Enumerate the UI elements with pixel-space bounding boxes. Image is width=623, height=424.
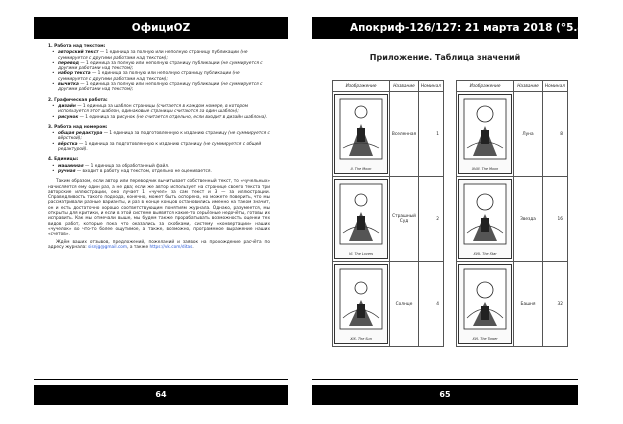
tarot-illustration	[339, 268, 383, 330]
list-item	[48, 82, 270, 93]
item-term: ручная	[58, 168, 76, 174]
section	[48, 125, 270, 152]
tarot-card	[334, 264, 388, 344]
card-caption: II. The Moon	[350, 167, 372, 171]
tarot-card	[458, 94, 512, 174]
table-row	[457, 92, 568, 177]
cell-image	[333, 92, 390, 177]
item-text: — 1 единица за полную или неполную страницу публикации	[79, 60, 221, 66]
list-item	[48, 71, 270, 82]
tarot-card	[334, 179, 388, 259]
cell-name: Солнце	[390, 262, 419, 347]
values-table-left	[332, 80, 444, 347]
item-term: авторский текст	[58, 50, 99, 56]
item-text: — 1 единица за полную или неполную страницу публикации	[98, 50, 241, 56]
list-item	[48, 131, 270, 142]
col-header-image: Изображение	[457, 81, 514, 92]
item-term: вёрстка	[58, 141, 78, 147]
col-header-value: Номинал	[542, 81, 567, 92]
explanation-paragraph: Таким образом, если автор или переводчик вычитывает собственный текст, то «чучельных» начисляется ему один раз, а не два; если же автор использует на странице своего текста три авторские иллюстрации, оно лучает 1 «чучел» за сам текст и 3 — за иллюстрации. Справедливость такого подхода, конечно, может быть оспорена, но можете поверить, что мы рассматривали разные варианты, и раз в конце концов остановились именно на таком значит, он и есть достаточно хорошо соответствующим понятиям журнала. Однако, разумеется, мы открыты для критики, и если в этой системе выявятся какие-то серьёзные недочёты, готовы их исправить. Как мы отмечали выше, мы будем также прорабатывать возможность оценки тех видов работ, которые пока что оказались за скобками, систему «конвертации» наших «чучелок» во что-то более ощутимое, а также, возможно, программное выражение наших «счетов».	[48, 179, 270, 238]
cell-image	[457, 177, 514, 262]
cell-image	[333, 262, 390, 347]
item-note: (не суммируется с вёрсткой);	[58, 131, 270, 142]
item-text: — 1 единица за обработанный файл.	[83, 163, 170, 169]
cell-value: 1	[418, 92, 443, 177]
list-item	[48, 169, 270, 174]
item-text: — 1 единица за полную или неполную страницу публикации	[90, 71, 233, 77]
cell-name: Звезда	[514, 177, 543, 262]
tarot-illustration	[463, 98, 507, 160]
item-text: — входит в работу над текстом, отдельно не оценивается.	[75, 168, 212, 174]
item-text: — 1 единица за подготовленную к изданию страницу	[102, 131, 229, 137]
list-item	[48, 142, 270, 153]
item-note: (не суммируется с другими работами над текстом);	[58, 50, 248, 61]
item-note: (считается в каждом номере, в котором используется этот шаблон, одинаковые страницы считаются за один шаблон);	[58, 103, 248, 115]
table-row	[333, 262, 444, 347]
page-number-left: 64	[34, 385, 288, 405]
left-page-header: ОфициOZ	[34, 17, 288, 39]
item-text: — 1 единица за полную или неполную страницу публикации	[78, 82, 221, 88]
cell-name: Луна	[514, 92, 543, 177]
section	[48, 44, 270, 93]
cell-value: 4	[418, 262, 443, 347]
appendix-title: Приложение. Таблица значений	[369, 53, 521, 62]
left-footer-rule	[34, 379, 288, 380]
tarot-card	[334, 94, 388, 174]
tarot-card	[458, 179, 512, 259]
item-term: машинная	[58, 163, 84, 169]
email-link[interactable]: sisnjg@gmail.com	[88, 244, 128, 250]
section	[48, 157, 270, 174]
cell-image	[457, 92, 514, 177]
cell-value: 8	[542, 92, 567, 177]
item-note: (не суммируется с другими работами над текстом);	[58, 60, 263, 72]
left-page-body	[48, 44, 270, 250]
cell-value: 32	[542, 262, 567, 347]
section-title: 2. Графическая работа:	[48, 97, 108, 103]
cell-name: Башня	[514, 262, 543, 347]
section-title: 4. Единицы:	[48, 157, 79, 163]
tarot-illustration	[463, 183, 507, 245]
item-term: общая редактура	[58, 131, 103, 137]
tarot-illustration	[463, 268, 507, 330]
section	[48, 98, 270, 120]
list-item	[48, 50, 270, 61]
cell-image	[333, 177, 390, 262]
values-table-right	[456, 80, 568, 347]
section-title: 3. Работа над номером:	[48, 124, 108, 130]
cell-value: 2	[418, 177, 443, 262]
list-item	[48, 115, 270, 120]
item-term: рисунок	[58, 114, 79, 120]
page-number-right: 65	[312, 385, 578, 405]
table-row	[333, 92, 444, 177]
col-header-image: Изображение	[333, 81, 390, 92]
cell-image	[457, 262, 514, 347]
tarot-illustration	[339, 183, 383, 245]
scoring-sections	[48, 44, 270, 174]
right-footer-rule	[312, 379, 578, 380]
cell-name: Вселенная	[390, 92, 419, 177]
list-item	[48, 61, 270, 72]
table-row	[457, 262, 568, 347]
tarot-illustration	[339, 98, 383, 160]
item-term: вычитка	[58, 82, 79, 88]
vk-link[interactable]: https://vk.com/ditas	[149, 244, 193, 250]
card-caption: XVI. The Tower	[472, 337, 498, 341]
item-note: (не суммируется с другими работами над текстом);	[58, 82, 263, 93]
cell-value: 16	[542, 177, 567, 262]
card-caption: XIX. The Sun	[350, 337, 372, 341]
col-header-name: Название	[390, 81, 419, 92]
item-text: — 1 единица за рисунок	[78, 114, 137, 120]
tarot-card	[458, 264, 512, 344]
contact-paragraph: Ждём ваших отзывов, предложений, пожеланий и заявок на прохождение расчёта по адресу журнала: sisnjg@gmail.com, а также https://vk.com/ditas.	[48, 239, 270, 250]
item-term: перевод	[58, 60, 80, 66]
table-row	[457, 177, 568, 262]
table-row	[333, 177, 444, 262]
list-item	[48, 104, 270, 115]
card-caption: VI. The Lovers	[349, 252, 374, 256]
item-term: набор текста	[58, 71, 91, 77]
card-caption: XVIII. The Moon	[471, 167, 499, 171]
item-note: (не суммируется с другими работами над текстом);	[58, 71, 240, 82]
item-term: дизайн	[58, 103, 76, 109]
cell-name: Страшный Суд	[390, 177, 419, 262]
right-page-header: Апокриф-126/127: 21 марта 2018 (ץ°5.4 е.л.)	[312, 17, 578, 39]
item-text: — 1 единица за подготовленную к изданию страницу	[77, 141, 204, 147]
item-note: (не считается отдельно, если входит в дизайн шаблона).	[136, 114, 268, 120]
col-header-name: Название	[514, 81, 543, 92]
card-caption: XVII. The Star	[473, 252, 497, 256]
col-header-value: Номинал	[418, 81, 443, 92]
item-text: — 1 единица за шаблон страницы	[75, 103, 157, 109]
section-title: 1. Работа над текстом:	[48, 44, 106, 49]
item-note: (не суммируется с общей редактурой).	[58, 141, 262, 153]
